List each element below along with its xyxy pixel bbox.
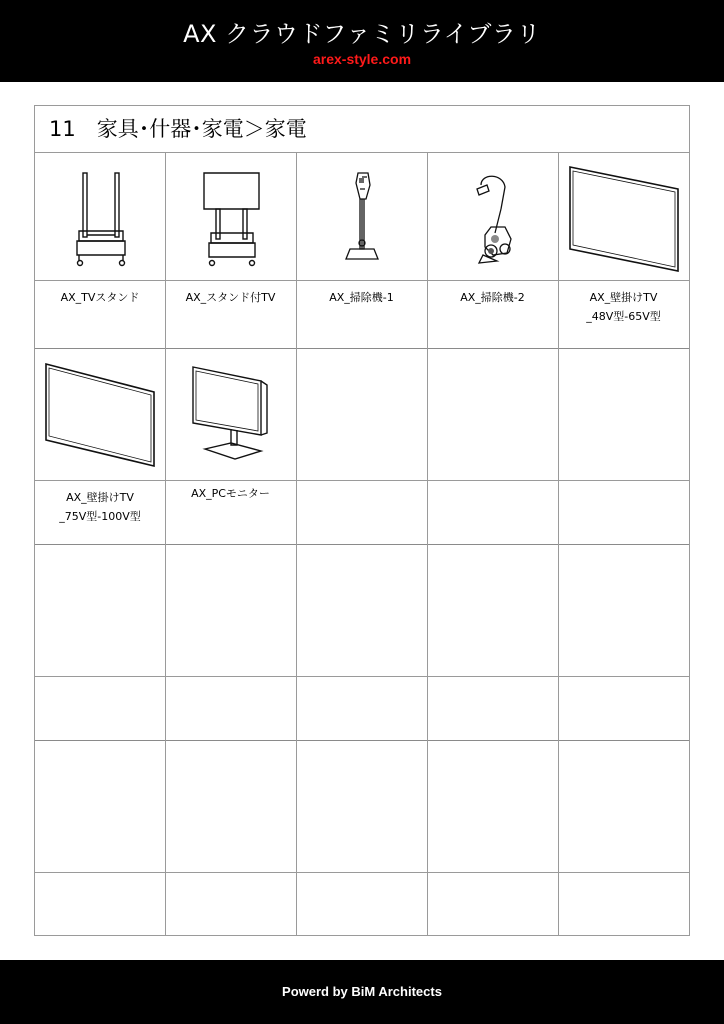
library-item-wall-tv-48-65[interactable] — [558, 153, 689, 348]
item-label: AX_掃除機-2 — [460, 291, 525, 304]
item-label: AX_PCモニター — [191, 487, 270, 500]
wall-tv-large-icon — [44, 362, 156, 468]
canister-vacuum-icon — [467, 169, 519, 269]
wall-tv-icon — [568, 165, 680, 273]
item-label-sub: _75V型-100V型 — [59, 510, 141, 523]
library-item-wall-tv-75-100[interactable] — [35, 349, 165, 544]
tv-with-stand-icon — [201, 169, 263, 269]
library-item-pc-monitor[interactable] — [165, 349, 296, 544]
stick-vacuum-icon — [340, 169, 384, 269]
tv-stand-icon — [73, 169, 129, 269]
sheet-title: 11 家具･什器･家電＞家電 — [35, 106, 689, 153]
grid-line — [35, 676, 689, 677]
item-label: AX_スタンド付TV — [185, 291, 276, 304]
item-label: AX_壁掛けTV — [589, 291, 658, 304]
item-label: AX_壁掛けTV — [66, 491, 134, 504]
page-header — [0, 0, 724, 82]
item-label: AX_TVスタンド — [60, 291, 140, 304]
header-url-link[interactable]: arex-style.com — [312, 51, 412, 67]
item-label: AX_掃除機-1 — [329, 291, 394, 304]
page-footer — [0, 960, 724, 1024]
library-sheet — [34, 105, 690, 936]
footer-credit: Powerd by BiM Architects — [282, 984, 442, 999]
library-item-canister-vacuum[interactable] — [427, 153, 558, 348]
pc-monitor-icon — [191, 365, 273, 463]
library-item-tv-stand[interactable] — [35, 153, 165, 348]
item-label-sub: _48V型-65V型 — [586, 310, 661, 323]
grid-line — [35, 740, 689, 741]
header-title: AX クラウドファミリライブラリ — [183, 20, 541, 48]
library-item-tv-with-stand[interactable] — [165, 153, 296, 348]
grid-line — [35, 544, 689, 545]
grid-line — [35, 872, 689, 873]
library-item-stick-vacuum[interactable] — [296, 153, 427, 348]
